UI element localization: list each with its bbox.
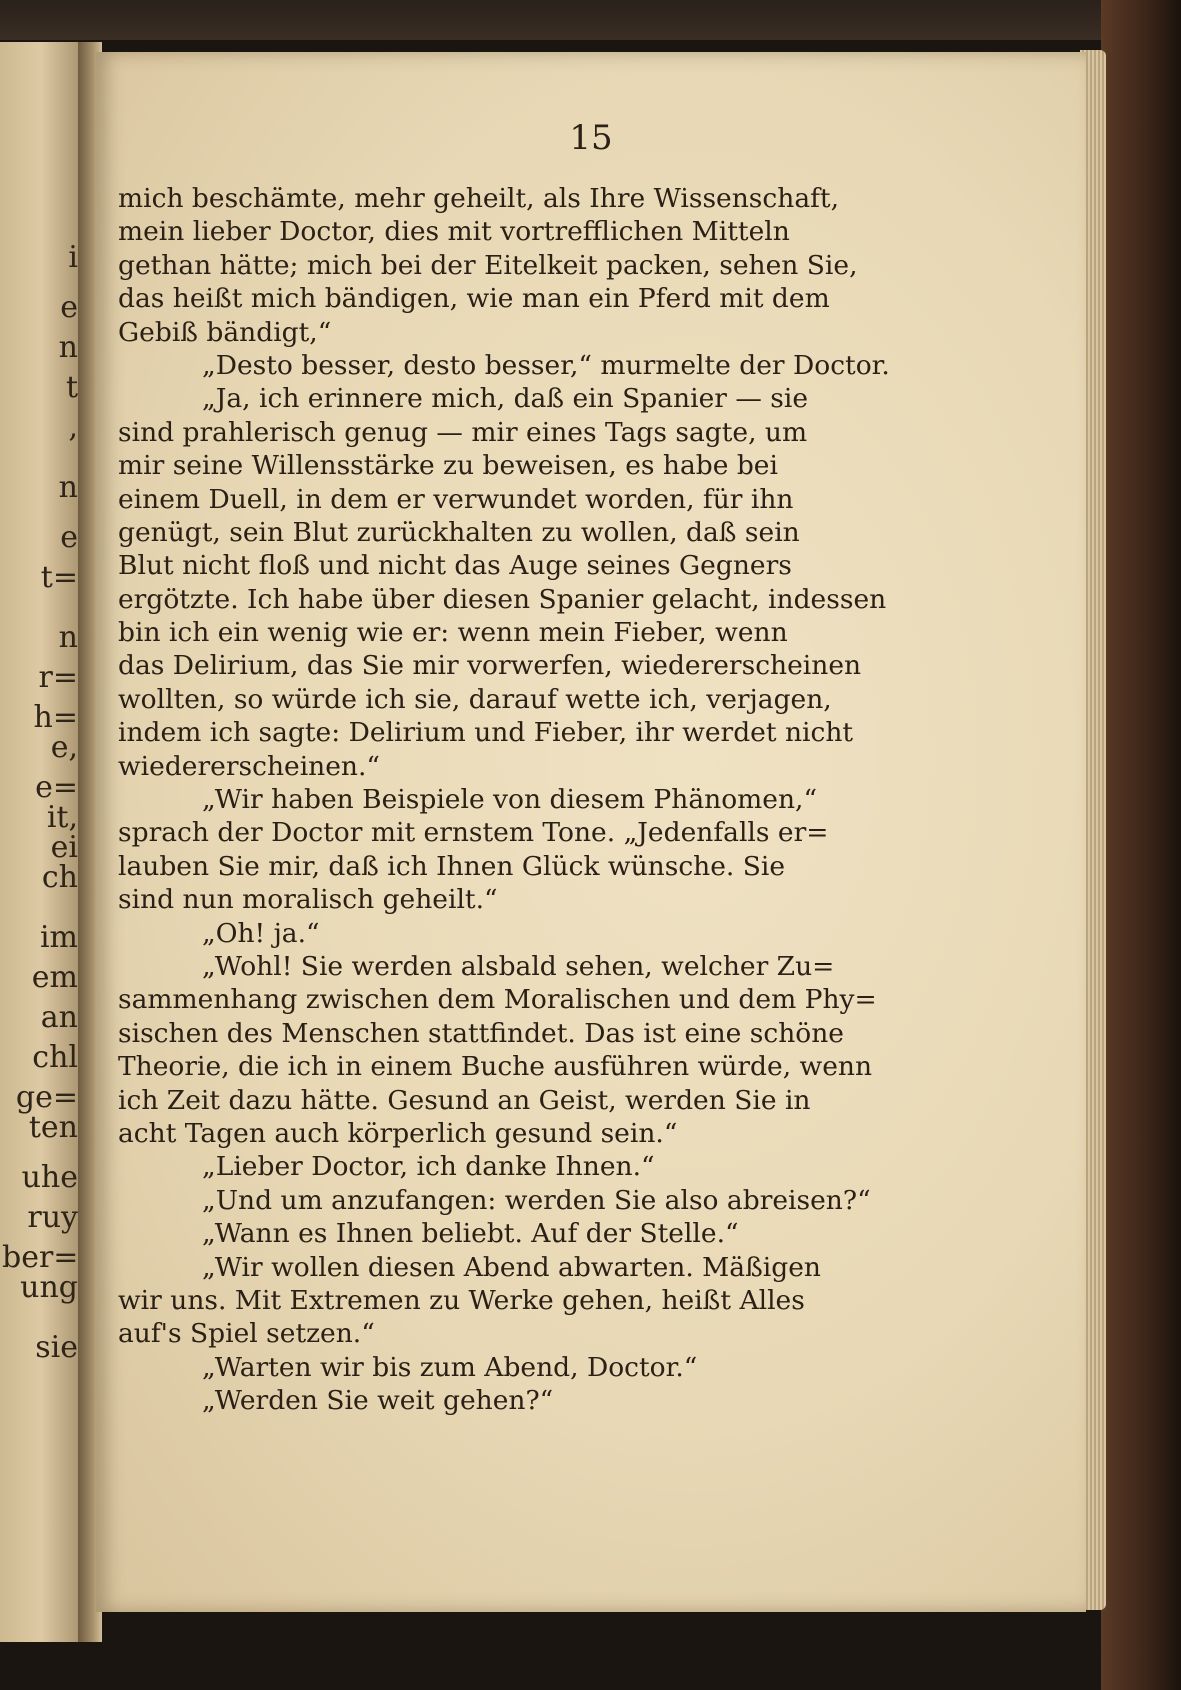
text-line: bin ich ein wenig wie er: wenn mein Fieber, wenn (118, 617, 788, 649)
text-line: lauben Sie mir, daß ich Ihnen Glück wünsche. Sie (118, 850, 786, 882)
text-line: Gebiß bändigt,“ (118, 316, 332, 348)
page-text (118, 182, 1038, 1417)
text-line: auf's Spiel setzen.“ (118, 1318, 375, 1350)
previous-page-fragment: uhe (21, 1160, 78, 1195)
previous-page-fragment: em (31, 960, 78, 995)
previous-page-fragment: ruy (27, 1200, 78, 1235)
text-line: „Lieber Doctor, ich danke Ihnen.“ (202, 1151, 655, 1183)
text-line: „Werden Sie weit gehen?“ (202, 1385, 554, 1417)
previous-page-strip (0, 42, 82, 1642)
text-line: mein lieber Doctor, dies mit vortrefflichen Mitteln (118, 216, 790, 248)
previous-page-fragment: n (58, 470, 78, 505)
previous-page-fragment: e= (35, 770, 78, 805)
text-line: sind nun moralisch geheilt.“ (118, 884, 498, 916)
text-line: sprach der Doctor mit ernstem Tone. „Jedenfalls er= (118, 817, 829, 849)
text-line: Theorie, die ich in einem Buche ausführen würde, wenn (118, 1051, 873, 1083)
previous-page-fragment: chl (32, 1040, 78, 1075)
previous-page-fragment: it, (46, 800, 78, 835)
page-number: 15 (569, 118, 613, 158)
text-line: „Desto besser, desto besser,“ murmelte der Doctor. (202, 349, 890, 381)
previous-page-fragment: ber= (2, 1240, 79, 1275)
text-line: ich Zeit dazu hätte. Gesund an Geist, werden Sie in (118, 1084, 811, 1116)
text-line: ergötzte. Ich habe über diesen Spanier gelacht, indessen (118, 583, 887, 615)
previous-page-fragment: t (65, 370, 78, 405)
previous-page-fragment: an (40, 1000, 78, 1035)
previous-page-fragment: n (58, 330, 78, 365)
book-cover-top (0, 0, 1181, 40)
book-cover-right (1101, 0, 1181, 1690)
text-line: mir seine Willensstärke zu beweisen, es habe bei (118, 450, 778, 482)
text-line: einem Duell, in dem er verwundet worden, für ihn (118, 483, 794, 515)
text-line: sischen des Menschen stattfindet. Das ist eine schöne (118, 1017, 844, 1049)
book-page (96, 52, 1086, 1612)
text-line: indem ich sagte: Delirium und Fieber, ihr werdet nicht (118, 717, 854, 749)
previous-page-fragment: n (58, 620, 78, 655)
previous-page-fragment: ten (28, 1110, 78, 1145)
previous-page-fragment: ge= (15, 1080, 78, 1115)
text-line: Blut nicht floß und nicht das Auge seines Gegners (118, 550, 792, 582)
previous-page-fragment: r= (38, 660, 78, 695)
text-line: „Wir haben Beispiele von diesem Phänomen,“ (202, 784, 817, 816)
text-line: wollten, so würde ich sie, darauf wette ich, verjagen, (118, 683, 832, 715)
previous-page-fragment: h= (33, 700, 78, 735)
previous-page-fragment: ch (41, 860, 78, 895)
text-line: sind prahlerisch genug — mir eines Tags sagte, um (118, 416, 808, 448)
previous-page-fragment: im (39, 920, 78, 955)
previous-page-fragment: i (68, 240, 78, 275)
previous-page-fragment: e, (50, 730, 78, 765)
previous-page-fragment: sie (35, 1330, 78, 1365)
previous-page-fragment: , (68, 410, 78, 445)
previous-page-fragment: e (60, 290, 78, 325)
text-line: das heißt mich bändigen, wie man ein Pferd mit dem (118, 283, 830, 315)
text-line: „Wir wollen diesen Abend abwarten. Mäßigen (202, 1251, 821, 1283)
text-line: gethan hätte; mich bei der Eitelkeit packen, sehen Sie, (118, 249, 858, 281)
previous-page-fragment: ei (50, 830, 78, 865)
previous-page-fragment: ung (20, 1270, 78, 1305)
text-line: „Ja, ich erinnere mich, daß ein Spanier — sie (202, 383, 809, 415)
text-line: „Oh! ja.“ (202, 917, 320, 949)
text-line: wiedererscheinen.“ (118, 750, 380, 782)
text-line: „Wohl! Sie werden alsbald sehen, welcher Zu= (202, 950, 835, 982)
text-line: genügt, sein Blut zurückhalten zu wollen, daß sein (118, 516, 800, 548)
text-line: sammenhang zwischen dem Moralischen und dem Phy= (118, 984, 877, 1016)
text-line: wir uns. Mit Extremen zu Werke gehen, heißt Alles (118, 1284, 805, 1316)
text-line: acht Tagen auch körperlich gesund sein.“ (118, 1117, 678, 1149)
previous-page-fragment: e (60, 520, 78, 555)
previous-page-fragment: t= (40, 560, 78, 595)
text-line: das Delirium, das Sie mir vorwerfen, wiedererscheinen (118, 650, 862, 682)
text-line: „Und um anzufangen: werden Sie also abreisen?“ (202, 1184, 871, 1216)
text-line: mich beschämte, mehr geheilt, als Ihre Wissenschaft, (118, 183, 839, 214)
text-line: „Warten wir bis zum Abend, Doctor.“ (202, 1351, 698, 1383)
text-line: „Wann es Ihnen beliebt. Auf der Stelle.“ (202, 1218, 739, 1250)
